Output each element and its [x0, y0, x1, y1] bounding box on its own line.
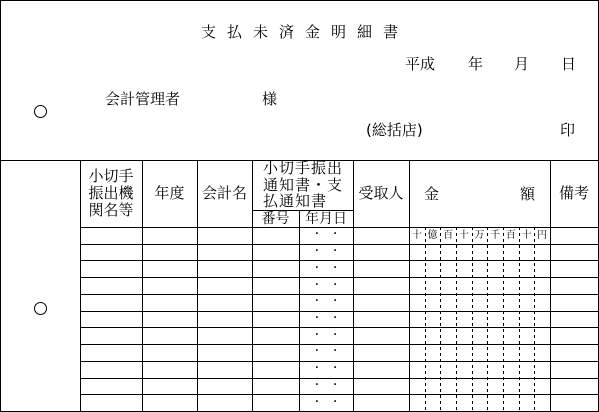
row-date-separators: ・ ・	[311, 312, 341, 324]
amount-digit-label: 百	[443, 229, 454, 241]
row-date-separators: ・ ・	[311, 363, 341, 375]
table-row	[80, 394, 598, 411]
amount-digit-label: 十	[458, 229, 469, 241]
table-row	[80, 277, 598, 294]
row-date-separators: ・ ・	[311, 279, 341, 291]
row-date-separators: ・ ・	[311, 379, 341, 391]
table-row	[80, 294, 598, 311]
table-row	[80, 260, 598, 277]
row-date-separators: ・ ・	[311, 229, 341, 241]
header-issuer-line: 振出機	[88, 184, 134, 202]
addressee-honorific: 様	[262, 90, 278, 108]
header-notice-number: 番号	[261, 210, 290, 227]
header-remarks: 備考	[558, 184, 589, 202]
date-day-label: 日	[561, 55, 577, 73]
amount-digit-label: 十	[411, 229, 422, 241]
header-notice-line: 小切手振出	[263, 159, 344, 178]
seal-label: 印	[560, 121, 576, 139]
amount-digit-label: 億	[427, 229, 438, 241]
header-amount-right: 額	[520, 185, 536, 203]
table-row	[80, 244, 598, 261]
header-account-name: 会計名	[201, 184, 247, 202]
amount-digit-label: 十	[521, 229, 532, 241]
row-date-separators: ・ ・	[311, 262, 341, 274]
amount-digit-label: 百	[505, 229, 516, 241]
row-date-separators: ・ ・	[311, 396, 341, 408]
amount-digit-label: 円	[537, 229, 548, 241]
table-row	[80, 227, 598, 244]
header-issuer-line: 関名等	[88, 201, 134, 219]
row-date-separators: ・ ・	[311, 329, 341, 341]
table-row	[80, 311, 598, 328]
header-notice-date: 年月日	[305, 210, 347, 227]
header-fiscal-year: 年度	[154, 184, 185, 202]
header-amount-left: 金	[424, 185, 440, 203]
header-issuer-line: 小切手	[88, 167, 134, 185]
table-row	[80, 378, 598, 395]
row-date-separators: ・ ・	[311, 346, 341, 358]
table-row	[80, 327, 598, 344]
amount-digit-label: 千	[490, 229, 501, 241]
header-notice-line: 通知書・支	[263, 175, 344, 194]
row-date-separators: ・ ・	[311, 296, 341, 308]
row-date-separators: ・ ・	[311, 246, 341, 258]
table-row	[80, 361, 598, 378]
form-title: 支払未済金明細書	[200, 23, 409, 41]
date-month-label: 月	[514, 55, 530, 73]
branch-label: (総括店)	[366, 121, 423, 139]
date-year-label: 年	[468, 55, 484, 73]
amount-digit-label: 万	[474, 229, 485, 241]
date-era: 平成	[405, 55, 436, 73]
addressee-title: 会計管理者	[105, 90, 181, 108]
header-payee: 受取人	[358, 184, 404, 202]
table-row	[80, 344, 598, 361]
header-notice-line: 払通知書	[263, 192, 328, 211]
